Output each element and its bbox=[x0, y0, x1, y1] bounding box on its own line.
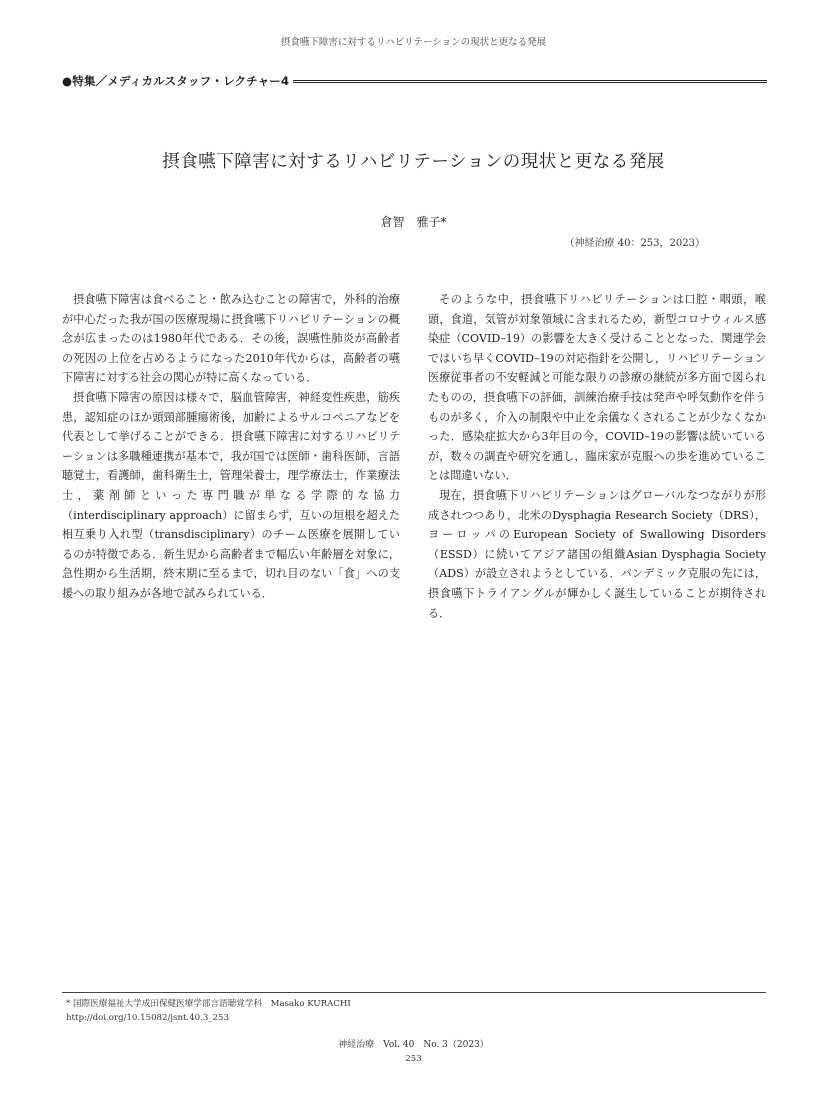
author-name: 倉智 雅子* bbox=[380, 215, 447, 229]
paragraph: そのような中，摂食嚥下リハビリテーションは口腔・咽頭，喉頭，食道，気管が対象領域に含まれるため，新型コロナウィルス感染症（COVID–19）の影響を大きく受けることとなった．関連学会ではいち早くCOVID–19の対応指針を公開し，リハビリテーション医療従事者の不安軽減と可能な限りの診療の継続が多方面で図られたものの，摂食嚥下の評価，訓練治療手技は発声や呼気動作を伴うものが多く，介入の制限や中止を余儀なくされることが少なくなかった．感染症拡大から3年目の今，COVID–19の影響は続いているが，数々の調査や研究を通し，臨床家が克服への歩を進めていることは間違いない． bbox=[428, 293, 766, 483]
series-bar bbox=[62, 74, 767, 88]
footnote-rule bbox=[62, 992, 766, 993]
article-title: 摂食嚥下障害に対するリハビリテーションの現状と更なる発展 bbox=[162, 152, 665, 172]
series-rule bbox=[293, 80, 767, 83]
series-label: ●特集／メディカルスタッフ・レクチャー4 bbox=[62, 74, 290, 88]
footnote-affiliation: * 国際医療福祉大学成田保健医療学部言語聴覚学科 Masako KURACHI bbox=[66, 999, 351, 1009]
footer-journal: 神経治療 Vol. 40 No. 3（2023） bbox=[338, 1040, 489, 1050]
paragraph: 摂食嚥下障害の原因は様々で，脳血管障害，神経変性疾患，筋疾患，認知症のほか頭頸部腫瘍術後，加齢によるサルコペニアなどを代表として挙げることができる．摂食嚥下障害に対するリハビリテーションは多職種連携が基本で，我が国では医師・歯科医師，言語聴覚士，看護師，歯科衛生士，管理栄養士，理学療法士，作業療法士，薬剤師といった専門職が単なる学際的な協力（interdisciplinary approach）に留まらず，互いの垣根を超えた相互乗り入れ型（transdisciplinary）のチーム医療を展開しているのが特徴である．新生児から高齢者まで幅広い年齢層を対象に，急性期から生活期，終末期に至るまで，切れ目のない「食」への支援への取り組みが各地で試みられている． bbox=[62, 390, 400, 600]
running-header: 摂食嚥下障害に対するリハビリテーションの現状と更なる発展 bbox=[280, 37, 547, 48]
footnote bbox=[66, 997, 351, 1025]
citation: （神経治療 40：253，2023） bbox=[564, 238, 705, 249]
body-column-left bbox=[62, 290, 400, 604]
paragraph: 摂食嚥下障害は食べること・飲み込むことの障害で，外科的治療が中心だった我が国の医療現場に摂食嚥下リハビリテーションの概念が広まったのは1980年代である．その後，誤嚥性肺炎が高齢者の死因の上位を占めるようになった2010年代からは，高齢者の嚥下障害に対する社会の関心が特に高くなっている． bbox=[62, 293, 400, 385]
paragraph: 現在，摂食嚥下リハビリテーションはグローバルなつながりが形成されつつあり，北米のDysphagia Research Society（DRS），ヨーロッパのEuropean Society of Swallowing Disorders（ESSD）に続いてアジア諸国の組織Asian Dysphagia Society（ADS）が設立されようとしている．パンデミック克服の先には，摂食嚥下トライアングルが輝かしく誕生していることが期待される． bbox=[428, 488, 766, 620]
body-column-right bbox=[428, 290, 766, 623]
page-number: 253 bbox=[405, 1054, 422, 1064]
footnote-doi-link[interactable]: http://doi.org/10.15082/jsnt.40.3_253 bbox=[66, 1013, 229, 1023]
